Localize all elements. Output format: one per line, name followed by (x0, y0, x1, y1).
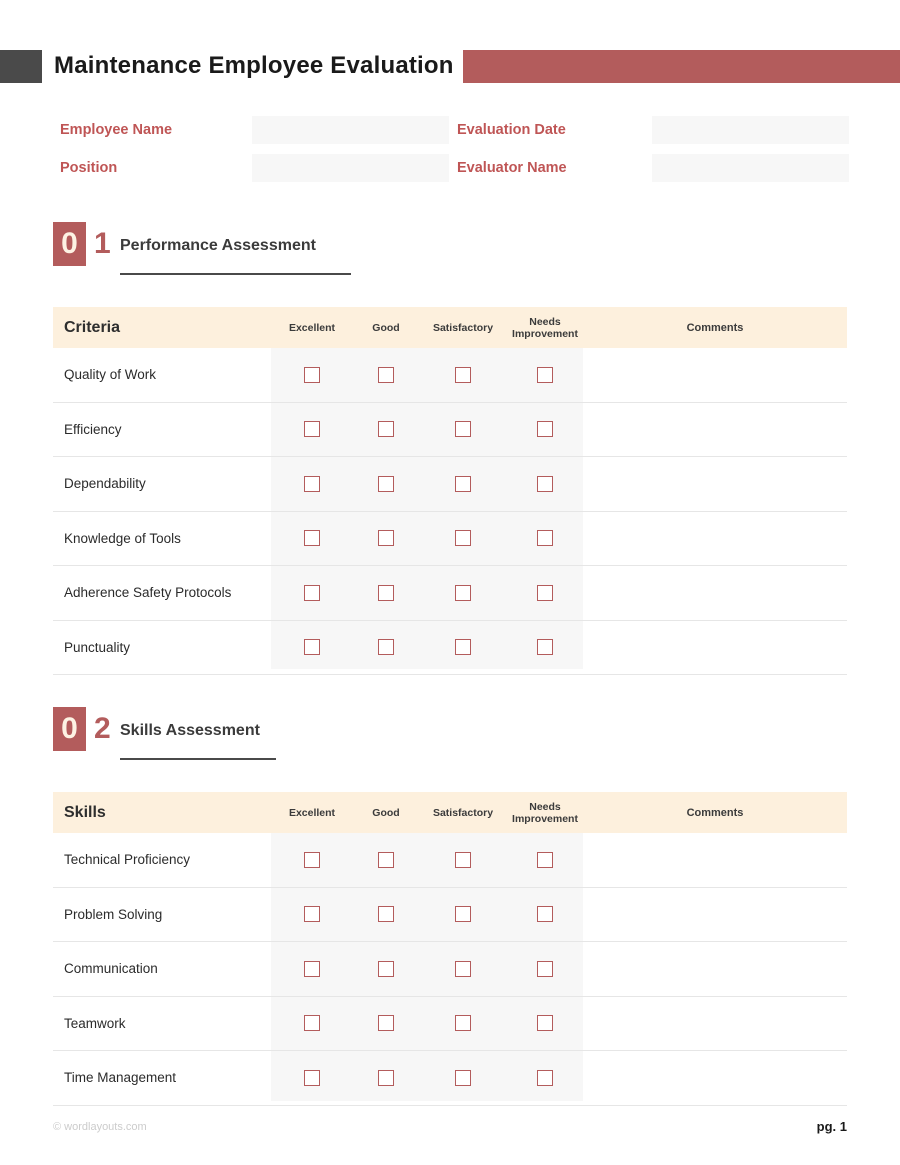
rating-cell-satisfactory[interactable] (419, 1070, 507, 1086)
table-row (53, 566, 847, 621)
employee-info-form (60, 116, 847, 192)
checkbox-icon[interactable] (378, 639, 394, 655)
checkbox-icon[interactable] (455, 367, 471, 383)
rating-cell-needs-improvement[interactable] (507, 1015, 583, 1031)
checkbox-icon[interactable] (304, 639, 320, 655)
rating-cell-excellent[interactable] (271, 1070, 353, 1086)
column-header-excellent (271, 807, 353, 819)
rating-cell-satisfactory[interactable] (419, 852, 507, 868)
checkbox-icon[interactable] (304, 367, 320, 383)
table-header-row (53, 792, 847, 833)
column-header-excellent-line1: Excellent (288, 321, 336, 334)
criteria-label: Efficiency (64, 421, 122, 437)
performance-assessment-table (53, 307, 847, 675)
rating-cell-satisfactory[interactable] (419, 367, 507, 383)
rating-cell-excellent[interactable] (271, 476, 353, 492)
section-number-zero: 0 (61, 712, 78, 745)
checkbox-icon[interactable] (455, 639, 471, 655)
column-header-needs-improvement-line2: Improvement (512, 812, 578, 825)
checkbox-icon[interactable] (378, 585, 394, 601)
skill-label: Communication (64, 961, 158, 977)
document-footer (53, 1119, 847, 1134)
table-row (53, 833, 847, 888)
column-header-good (353, 807, 419, 819)
evaluator-name-label: Evaluator Name (457, 160, 567, 176)
checkbox-icon[interactable] (378, 530, 394, 546)
rating-cell-needs-improvement[interactable] (507, 585, 583, 601)
checkbox-icon[interactable] (455, 961, 471, 977)
table-row (53, 888, 847, 943)
skill-label: Problem Solving (64, 906, 163, 922)
employee-name-label: Employee Name (60, 122, 173, 138)
rating-cell-needs-improvement[interactable] (507, 639, 583, 655)
column-header-satisfactory-line1: Satisfactory (432, 806, 494, 819)
column-header-comments: Comments (686, 321, 744, 334)
checkbox-icon[interactable] (378, 1070, 394, 1086)
column-header-needs-improvement (507, 801, 583, 825)
rating-cell-good[interactable] (353, 585, 419, 601)
checkbox-icon[interactable] (455, 530, 471, 546)
column-header-good-line1: Good (372, 321, 400, 334)
evaluation-date-label: Evaluation Date (457, 122, 566, 138)
criteria-label: Adherence Safety Protocols (64, 585, 232, 601)
section-number-digit: 1 (94, 227, 111, 260)
rating-cell-needs-improvement[interactable] (507, 530, 583, 546)
column-header-satisfactory (419, 322, 507, 334)
rating-cell-needs-improvement[interactable] (507, 961, 583, 977)
rating-cell-good[interactable] (353, 639, 419, 655)
checkbox-icon[interactable] (537, 421, 553, 437)
table-row (53, 942, 847, 997)
rating-cell-excellent[interactable] (271, 639, 353, 655)
footer-credit: © wordlayouts.com (53, 1120, 147, 1133)
form-row (60, 154, 847, 182)
column-header-good-line1: Good (372, 806, 400, 819)
rating-cell-excellent[interactable] (271, 421, 353, 437)
rating-cell-satisfactory[interactable] (419, 1015, 507, 1031)
checkbox-icon[interactable] (304, 476, 320, 492)
checkbox-icon[interactable] (537, 906, 553, 922)
checkbox-icon[interactable] (537, 367, 553, 383)
checkbox-icon[interactable] (455, 421, 471, 437)
column-header-needs-improvement-line1: Needs (529, 315, 561, 328)
rating-cell-excellent[interactable] (271, 585, 353, 601)
rating-cell-good[interactable] (353, 367, 419, 383)
rating-cell-excellent[interactable] (271, 906, 353, 922)
rating-cell-needs-improvement[interactable] (507, 906, 583, 922)
rating-cell-excellent[interactable] (271, 961, 353, 977)
rating-cell-good[interactable] (353, 421, 419, 437)
table-row (53, 1051, 847, 1106)
rating-cell-good[interactable] (353, 961, 419, 977)
table-row (53, 348, 847, 403)
checkbox-icon[interactable] (378, 906, 394, 922)
skills-assessment-table (53, 792, 847, 1106)
rating-cell-good[interactable] (353, 530, 419, 546)
criteria-label: Quality of Work (64, 367, 157, 383)
rating-cell-good[interactable] (353, 1070, 419, 1086)
checkbox-icon[interactable] (537, 852, 553, 868)
column-header-needs-improvement-line2: Improvement (512, 327, 578, 340)
rating-cell-needs-improvement[interactable] (507, 421, 583, 437)
table-header-row (53, 307, 847, 348)
checkbox-icon[interactable] (378, 421, 394, 437)
checkbox-icon[interactable] (537, 585, 553, 601)
employee-name-input[interactable] (252, 116, 449, 144)
rating-cell-satisfactory[interactable] (419, 639, 507, 655)
rating-cell-needs-improvement[interactable] (507, 852, 583, 868)
rating-cell-needs-improvement[interactable] (507, 476, 583, 492)
evaluation-date-input[interactable] (652, 116, 849, 144)
column-header-needs-improvement (507, 316, 583, 340)
rating-cell-needs-improvement[interactable] (507, 367, 583, 383)
criteria-label: Dependability (64, 476, 146, 492)
table-row (53, 512, 847, 567)
checkbox-icon[interactable] (455, 906, 471, 922)
checkbox-icon[interactable] (378, 476, 394, 492)
checkbox-icon[interactable] (304, 530, 320, 546)
checkbox-icon[interactable] (378, 1015, 394, 1031)
checkbox-icon[interactable] (455, 476, 471, 492)
form-row (60, 116, 847, 144)
checkbox-icon[interactable] (304, 421, 320, 437)
checkbox-icon[interactable] (378, 367, 394, 383)
skill-label: Technical Proficiency (64, 852, 191, 868)
section-underline (120, 273, 351, 275)
column-header-skills: Skills (64, 803, 106, 821)
column-header-satisfactory (419, 807, 507, 819)
footer-page-number: pg. 1 (816, 1119, 847, 1134)
rating-cell-good[interactable] (353, 906, 419, 922)
column-header-excellent-line1: Excellent (288, 806, 336, 819)
column-header-needs-improvement-line1: Needs (529, 800, 561, 813)
skill-label: Time Management (64, 1070, 177, 1086)
column-header-satisfactory-line1: Satisfactory (432, 321, 494, 334)
checkbox-icon[interactable] (378, 961, 394, 977)
checkbox-icon[interactable] (378, 852, 394, 868)
column-header-comments: Comments (686, 806, 744, 819)
table-row (53, 403, 847, 458)
rating-cell-satisfactory[interactable] (419, 961, 507, 977)
checkbox-icon[interactable] (304, 1070, 320, 1086)
criteria-label: Knowledge of Tools (64, 530, 181, 546)
header-accent-bar (463, 50, 900, 83)
checkbox-icon[interactable] (455, 1070, 471, 1086)
position-input[interactable] (252, 154, 449, 182)
checkbox-icon[interactable] (304, 961, 320, 977)
checkbox-icon[interactable] (304, 585, 320, 601)
rating-cell-needs-improvement[interactable] (507, 1070, 583, 1086)
section-number-zero: 0 (61, 227, 78, 260)
checkbox-icon[interactable] (537, 1015, 553, 1031)
rating-cell-satisfactory[interactable] (419, 585, 507, 601)
checkbox-icon[interactable] (537, 639, 553, 655)
rating-cell-good[interactable] (353, 1015, 419, 1031)
checkbox-icon[interactable] (455, 1015, 471, 1031)
evaluator-name-input[interactable] (652, 154, 849, 182)
checkbox-icon[interactable] (537, 476, 553, 492)
skill-label: Teamwork (64, 1015, 126, 1031)
rating-cell-excellent[interactable] (271, 852, 353, 868)
column-header-good (353, 322, 419, 334)
header-accent-square (0, 50, 42, 83)
checkbox-icon[interactable] (537, 961, 553, 977)
rating-cell-satisfactory[interactable] (419, 906, 507, 922)
checkbox-icon[interactable] (304, 1015, 320, 1031)
table-row (53, 997, 847, 1052)
rating-cell-excellent[interactable] (271, 530, 353, 546)
rating-cell-satisfactory[interactable] (419, 530, 507, 546)
rating-cell-excellent[interactable] (271, 1015, 353, 1031)
checkbox-icon[interactable] (455, 585, 471, 601)
section-number-digit: 2 (94, 712, 111, 745)
table-row (53, 457, 847, 512)
rating-cell-good[interactable] (353, 852, 419, 868)
rating-cell-excellent[interactable] (271, 367, 353, 383)
checkbox-icon[interactable] (537, 1070, 553, 1086)
column-header-criteria: Criteria (64, 318, 121, 336)
page-title: Maintenance Employee Evaluation (54, 52, 454, 79)
criteria-label: Punctuality (64, 639, 131, 655)
section-underline (120, 758, 276, 760)
document-header (0, 50, 900, 83)
position-label: Position (60, 160, 118, 176)
checkbox-icon[interactable] (537, 530, 553, 546)
table-row (53, 621, 847, 676)
rating-cell-satisfactory[interactable] (419, 476, 507, 492)
checkbox-icon[interactable] (304, 852, 320, 868)
section-title: Skills Assessment (120, 722, 260, 739)
checkbox-icon[interactable] (455, 852, 471, 868)
rating-cell-good[interactable] (353, 476, 419, 492)
rating-cell-satisfactory[interactable] (419, 421, 507, 437)
section-title: Performance Assessment (120, 237, 316, 254)
column-header-excellent (271, 322, 353, 334)
checkbox-icon[interactable] (304, 906, 320, 922)
